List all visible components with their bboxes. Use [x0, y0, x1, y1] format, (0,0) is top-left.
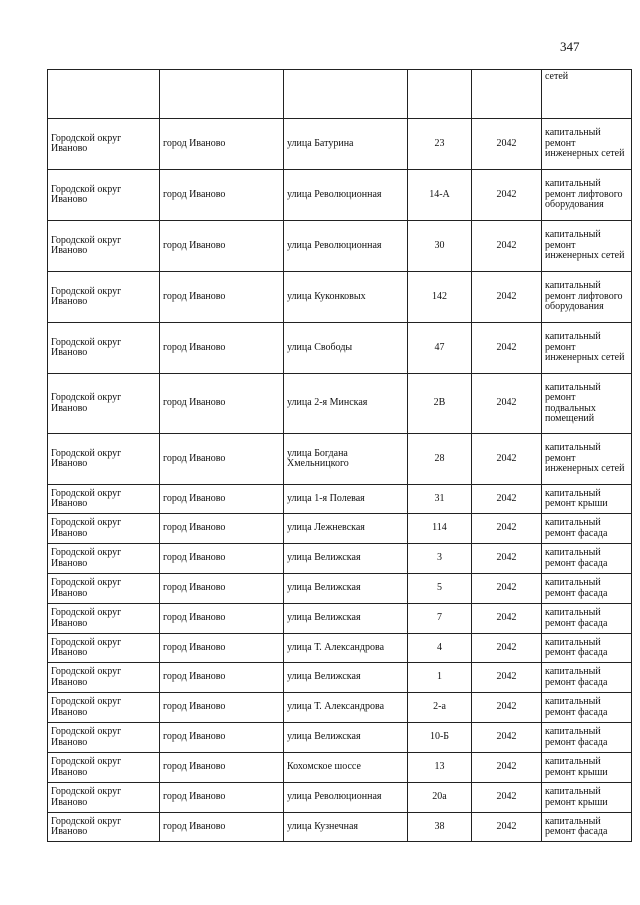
cell-year: 2042	[472, 221, 542, 272]
cell-street: улица Велижская	[284, 544, 408, 574]
cell-org: Городской округ Иваново	[48, 604, 160, 634]
cell-street: улица Батурина	[284, 119, 408, 170]
cell-year: 2042	[472, 663, 542, 693]
cell-street: улица Т. Александрова	[284, 693, 408, 723]
cell-street: Кохомское шоссе	[284, 753, 408, 783]
cell-year: 2042	[472, 170, 542, 221]
cell-house: 10-Б	[408, 723, 472, 753]
cell-city: город Иваново	[160, 723, 284, 753]
cell-org: Городской округ Иваново	[48, 723, 160, 753]
cell-year: 2042	[472, 693, 542, 723]
cell-street: улица Т. Александрова	[284, 634, 408, 663]
table-row	[48, 323, 632, 374]
cell-work: капитальный ремонт фасада	[542, 514, 632, 544]
cell-city: город Иваново	[160, 221, 284, 272]
cell-work: капитальный ремонт крыши	[542, 753, 632, 783]
cell-work: капитальный ремонт лифтового оборудования	[542, 170, 632, 221]
cell-city: город Иваново	[160, 634, 284, 663]
cell-org: Городской округ Иваново	[48, 221, 160, 272]
cell-street: улица 2-я Минская	[284, 374, 408, 434]
cell-work: капитальный ремонт инженерных сетей	[542, 119, 632, 170]
cell-street: улица Велижская	[284, 604, 408, 634]
cell-year: 2042	[472, 783, 542, 813]
repair-schedule-table	[47, 69, 632, 842]
cell-org: Городской округ Иваново	[48, 783, 160, 813]
cell-work: капитальный ремонт фасада	[542, 663, 632, 693]
table-row	[48, 374, 632, 434]
cell-org: Городской округ Иваново	[48, 272, 160, 323]
cell-house: 7	[408, 604, 472, 634]
table-row	[48, 634, 632, 663]
cell-city: город Иваново	[160, 272, 284, 323]
cell-org: Городской округ Иваново	[48, 170, 160, 221]
cell-city: город Иваново	[160, 783, 284, 813]
cell-street: улица 1-я Полевая	[284, 485, 408, 514]
table-row	[48, 272, 632, 323]
cell-house: 30	[408, 221, 472, 272]
cell-house: 142	[408, 272, 472, 323]
cell-year: 2042	[472, 604, 542, 634]
cell-house: 2В	[408, 374, 472, 434]
cell-year: 2042	[472, 323, 542, 374]
cell-work: капитальный ремонт фасада	[542, 574, 632, 604]
cell-city	[160, 70, 284, 119]
cell-street	[284, 70, 408, 119]
cell-work: капитальный ремонт фасада	[542, 544, 632, 574]
cell-org: Городской округ Иваново	[48, 434, 160, 485]
cell-street: улица Богдана Хмельницкого	[284, 434, 408, 485]
table-row	[48, 574, 632, 604]
cell-house: 3	[408, 544, 472, 574]
cell-work: капитальный ремонт подвальных помещений	[542, 374, 632, 434]
cell-house: 4	[408, 634, 472, 663]
cell-house: 38	[408, 813, 472, 842]
cell-year: 2042	[472, 574, 542, 604]
table-row	[48, 485, 632, 514]
cell-house: 13	[408, 753, 472, 783]
table-row	[48, 221, 632, 272]
cell-house: 114	[408, 514, 472, 544]
cell-work: капитальный ремонт фасада	[542, 723, 632, 753]
cell-city: город Иваново	[160, 544, 284, 574]
table-row	[48, 544, 632, 574]
cell-work: капитальный ремонт инженерных сетей	[542, 434, 632, 485]
cell-city: город Иваново	[160, 813, 284, 842]
cell-street: улица Революционная	[284, 221, 408, 272]
cell-org: Городской округ Иваново	[48, 485, 160, 514]
cell-work: капитальный ремонт инженерных сетей	[542, 221, 632, 272]
table-row	[48, 514, 632, 544]
cell-street: улица Велижская	[284, 574, 408, 604]
table-row	[48, 813, 632, 842]
cell-city: город Иваново	[160, 514, 284, 544]
cell-year: 2042	[472, 634, 542, 663]
cell-year	[472, 70, 542, 119]
cell-org: Городской округ Иваново	[48, 813, 160, 842]
cell-city: город Иваново	[160, 374, 284, 434]
cell-work: капитальный ремонт лифтового оборудования	[542, 272, 632, 323]
cell-work: капитальный ремонт инженерных сетей	[542, 323, 632, 374]
table-row	[48, 604, 632, 634]
cell-year: 2042	[472, 723, 542, 753]
cell-street: улица Велижская	[284, 723, 408, 753]
cell-street: улица Кузнечная	[284, 813, 408, 842]
cell-street: улица Революционная	[284, 170, 408, 221]
cell-house: 20а	[408, 783, 472, 813]
cell-work: капитальный ремонт фасада	[542, 693, 632, 723]
cell-street: улица Свободы	[284, 323, 408, 374]
cell-city: город Иваново	[160, 434, 284, 485]
cell-street: улица Лежневская	[284, 514, 408, 544]
cell-city: город Иваново	[160, 119, 284, 170]
cell-org: Городской округ Иваново	[48, 634, 160, 663]
cell-org: Городской округ Иваново	[48, 119, 160, 170]
cell-house: 14-А	[408, 170, 472, 221]
table-row	[48, 723, 632, 753]
cell-city: город Иваново	[160, 663, 284, 693]
cell-house: 1	[408, 663, 472, 693]
cell-house: 23	[408, 119, 472, 170]
cell-work: капитальный ремонт крыши	[542, 783, 632, 813]
cell-city: город Иваново	[160, 170, 284, 221]
cell-year: 2042	[472, 514, 542, 544]
table-row-continued	[48, 70, 632, 119]
cell-city: город Иваново	[160, 485, 284, 514]
page-number: 347	[560, 39, 580, 54]
cell-org: Городской округ Иваново	[48, 693, 160, 723]
cell-city: город Иваново	[160, 693, 284, 723]
cell-year: 2042	[472, 272, 542, 323]
table-row	[48, 783, 632, 813]
cell-city: город Иваново	[160, 604, 284, 634]
cell-street: улица Велижская	[284, 663, 408, 693]
cell-year: 2042	[472, 374, 542, 434]
cell-org: Городской округ Иваново	[48, 753, 160, 783]
cell-city: город Иваново	[160, 574, 284, 604]
table-row	[48, 434, 632, 485]
cell-year: 2042	[472, 119, 542, 170]
cell-street: улица Куконковых	[284, 272, 408, 323]
cell-house: 2-а	[408, 693, 472, 723]
cell-house: 5	[408, 574, 472, 604]
cell-house: 47	[408, 323, 472, 374]
cell-work: сетей	[542, 70, 632, 119]
cell-year: 2042	[472, 485, 542, 514]
table-row	[48, 119, 632, 170]
cell-work: капитальный ремонт фасада	[542, 813, 632, 842]
cell-house: 31	[408, 485, 472, 514]
table-body	[48, 70, 632, 842]
cell-org: Городской округ Иваново	[48, 514, 160, 544]
cell-year: 2042	[472, 753, 542, 783]
cell-work: капитальный ремонт фасада	[542, 604, 632, 634]
cell-city: город Иваново	[160, 753, 284, 783]
cell-house	[408, 70, 472, 119]
cell-city: город Иваново	[160, 323, 284, 374]
cell-year: 2042	[472, 813, 542, 842]
table-row	[48, 753, 632, 783]
cell-year: 2042	[472, 434, 542, 485]
cell-org: Городской округ Иваново	[48, 544, 160, 574]
cell-work: капитальный ремонт фасада	[542, 634, 632, 663]
cell-house: 28	[408, 434, 472, 485]
table-row	[48, 170, 632, 221]
cell-org: Городской округ Иваново	[48, 663, 160, 693]
cell-org: Городской округ Иваново	[48, 323, 160, 374]
cell-street: улица Революционная	[284, 783, 408, 813]
cell-org: Городской округ Иваново	[48, 574, 160, 604]
cell-work: капитальный ремонт крыши	[542, 485, 632, 514]
table-row	[48, 693, 632, 723]
cell-year: 2042	[472, 544, 542, 574]
cell-org: Городской округ Иваново	[48, 374, 160, 434]
table-row	[48, 663, 632, 693]
cell-org	[48, 70, 160, 119]
